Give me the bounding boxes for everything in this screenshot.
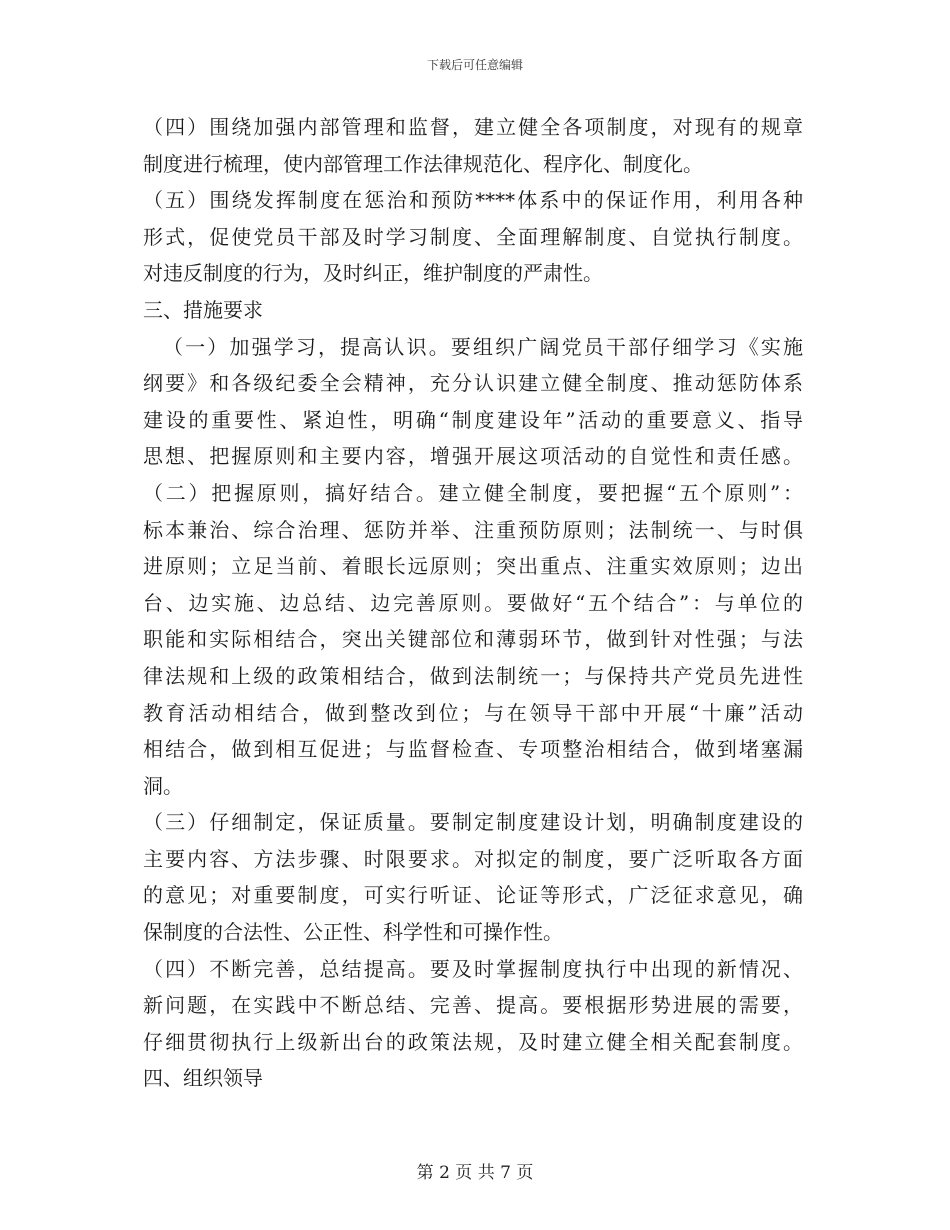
text-line: （五）围绕发挥制度在惩治和预防****体系中的保证作用，利用各种 — [143, 188, 803, 213]
text-line: （二）把握原则，搞好结合。建立健全制度，要把握“五个原则”： — [143, 480, 803, 505]
text-line: （四）不断完善，总结提高。要及时掌握制度执行中出现的新情况、 — [143, 956, 803, 981]
text-line: 建设的重要性、紧迫性，明确“制度建设年”活动的重要意义、指导 — [143, 407, 803, 432]
text-line: 台、边实施、边总结、边完善原则。要做好“五个结合”：与单位的 — [143, 590, 803, 615]
text-line: 仔细贯彻执行上级新出台的政策法规，及时建立健全相关配套制度。 — [143, 1029, 803, 1054]
text-line: 四、组织领导 — [143, 1066, 263, 1091]
text-line: 教育活动相结合，做到整改到位；与在领导干部中开展“十廉”活动 — [143, 700, 803, 725]
text-line: （一）加强学习，提高认识。要组织广阔党员干部仔细学习《实施 — [163, 334, 803, 359]
text-line: （四）围绕加强内部管理和监督，建立健全各项制度，对现有的规章 — [143, 115, 803, 139]
text-line: 思想、把握原则和主要内容，增强开展这项活动的自觉性和责任感。 — [143, 444, 803, 469]
text-line: 制度进行梳理，使内部管理工作法律规范化、程序化、制度化。 — [143, 151, 703, 176]
text-line: 相结合，做到相互促进；与监督检查、专项整治相结合，做到堵塞漏 — [143, 737, 803, 762]
text-line: 纲要》和各级纪委全会精神，充分认识建立健全制度、推动惩防体系 — [143, 371, 803, 396]
text-line: 的意见；对重要制度，可实行听证、论证等形式，广泛征求意见，确 — [143, 883, 803, 908]
text-line: 主要内容、方法步骤、时限要求。对拟定的制度，要广泛听取各方面 — [143, 846, 803, 871]
text-line: 洞。 — [143, 773, 183, 798]
page-number: 第 2 页 共 7 页 — [416, 1163, 534, 1183]
document-body — [143, 109, 803, 1097]
page-header: 下载后可任意编辑 — [426, 58, 523, 72]
text-line: 三、措施要求 — [143, 297, 263, 322]
text-line: （三）仔细制定，保证质量。要制定制度建设计划，明确制度建设的 — [143, 810, 803, 835]
text-line: 保制度的合法性、公正性、科学性和可操作性。 — [143, 920, 563, 945]
text-line: 标本兼治、综合治理、惩防并举、注重预防原则；法制统一、与时俱 — [143, 517, 803, 542]
text-line: 职能和实际相结合，突出关键部位和薄弱环节，做到针对性强；与法 — [143, 627, 803, 652]
text-line: 形式，促使党员干部及时学习制度、全面理解制度、自觉执行制度。 — [143, 224, 803, 249]
text-line: 律法规和上级的政策相结合，做到法制统一；与保持共产党员先进性 — [143, 663, 803, 688]
text-line: 对违反制度的行为，及时纠正，维护制度的严肃性。 — [143, 261, 603, 286]
text-line: 进原则；立足当前、着眼长远原则；突出重点、注重实效原则；边出 — [143, 554, 803, 579]
text-line: 新问题，在实践中不断总结、完善、提高。要根据形势进展的需要， — [143, 993, 803, 1018]
